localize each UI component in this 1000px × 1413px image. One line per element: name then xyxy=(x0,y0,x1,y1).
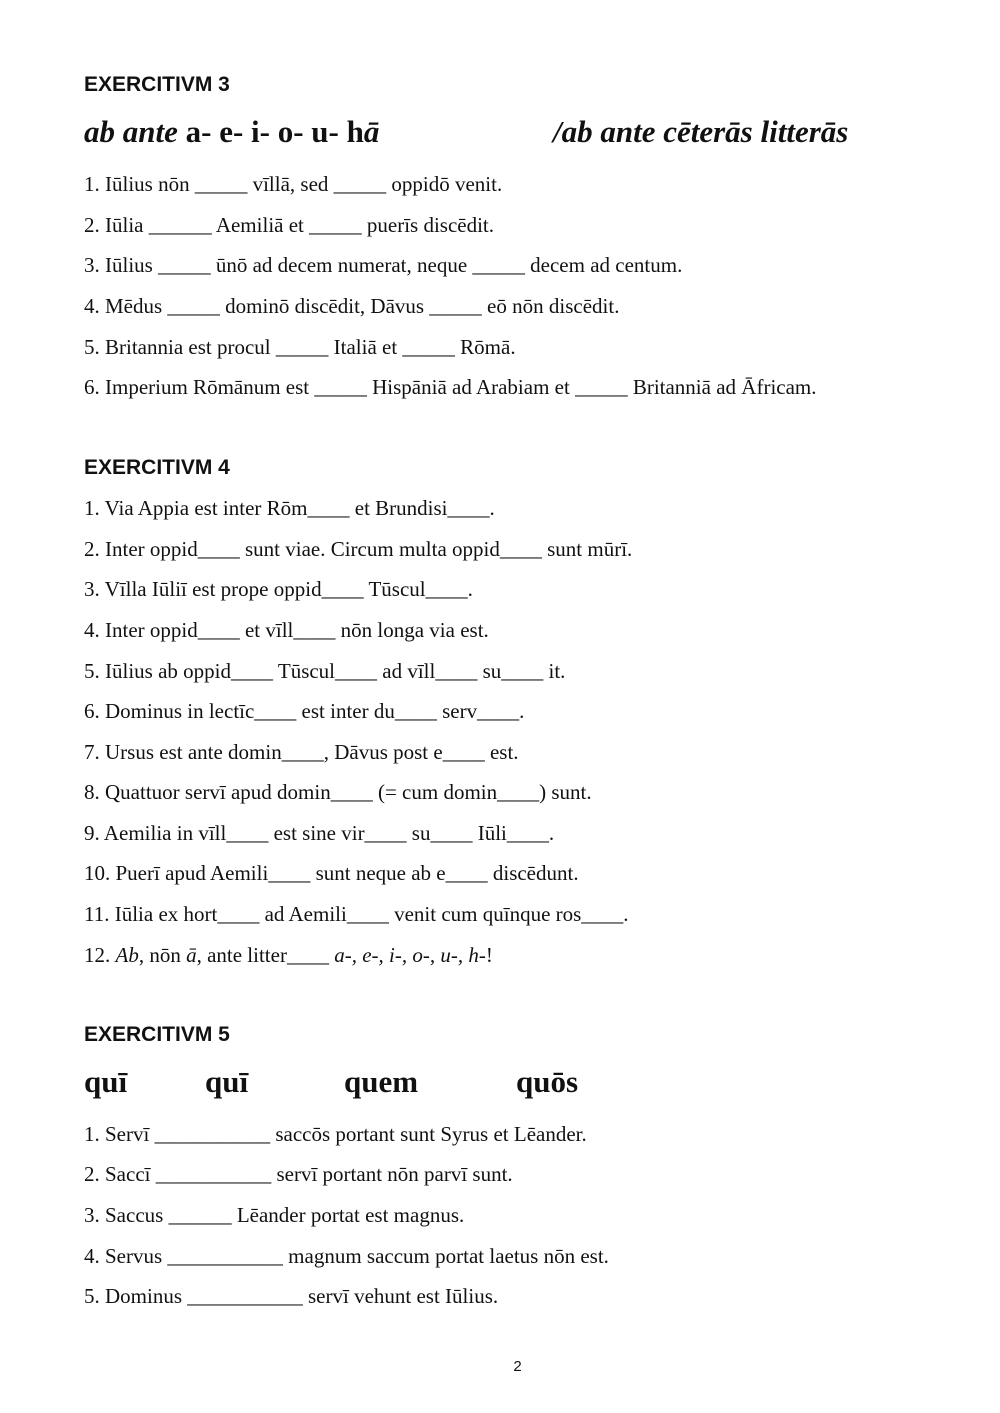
exercise-4-item-6: 6. Dominus in lectīc____ est inter du____ serv____. xyxy=(84,699,525,723)
exercise-4-item-3: 3. Vīlla Iūliī est prope oppid____ Tūscul____. xyxy=(84,577,473,601)
item-12-text-1: , nōn xyxy=(138,943,187,967)
exercise-4-item-4: 4. Inter oppid____ et vīll____ nōn longa via est. xyxy=(84,618,489,642)
item-12-text-2: , ante litter____ xyxy=(196,943,335,967)
exercise-3-item-4: 4. Mēdus _____ dominō discēdit, Dāvus _____ eō nōn discēdit. xyxy=(84,294,620,318)
exercise-5-item-5: 5. Dominus ___________ servī vehunt est Iūlius. xyxy=(84,1284,499,1308)
exercise-4-item-1: 1. Via Appia est inter Rōm____ et Brundisi____. xyxy=(84,496,495,520)
item-12-ab: Ab xyxy=(115,943,139,967)
word-bank-2: quī xyxy=(205,1064,249,1099)
word-bank-4: quōs xyxy=(516,1064,579,1099)
exercise-5-item-4: 4. Servus ___________ magnum saccum portat laetus nōn est. xyxy=(84,1244,609,1268)
item-12-a: ā xyxy=(186,943,197,967)
exercise-5-item-3: 3. Saccus ______ Lēander portat est magnus. xyxy=(84,1203,465,1227)
word-bank-1: quī xyxy=(84,1064,128,1099)
exercise-3-item-6: 6. Imperium Rōmānum est _____ Hispāniā ad Arabiam et _____ Britanniā ad Āfricam. xyxy=(84,375,817,399)
exercise-3-title: EXERCITIVM 3 xyxy=(84,73,230,96)
item-12-number: 12. xyxy=(84,943,111,967)
exercise-4-item-7: 7. Ursus est ante domin____, Dāvus post e____ est. xyxy=(84,740,519,764)
exercise-3-item-5: 5. Britannia est procul _____ Italiā et _____ Rōmā. xyxy=(84,335,516,359)
exercise-4-title: EXERCITIVM 4 xyxy=(84,456,230,479)
exercise-4-item-2: 2. Inter oppid____ sunt viae. Circum multa oppid____ sunt mūrī. xyxy=(84,537,633,561)
exercise-3-item-3: 3. Iūlius _____ ūnō ad decem numerat, neque _____ decem ad centum. xyxy=(84,253,683,277)
exercise-4-item-8: 8. Quattuor servī apud domin____ (= cum domin____) sunt. xyxy=(84,780,592,804)
exercise-5-item-2: 2. Saccī ___________ servī portant nōn parvī sunt. xyxy=(84,1162,513,1186)
banner-vowels-end: ā xyxy=(363,114,380,149)
exercise-4-item-9: 9. Aemilia in vīll____ est sine vir____ su____ Iūli____. xyxy=(84,821,555,845)
item-12-end: ! xyxy=(485,943,493,967)
exercise-3-banner xyxy=(84,114,379,150)
exercise-3-banner-right xyxy=(553,114,848,150)
exercise-5-title: EXERCITIVM 5 xyxy=(84,1023,230,1046)
banner-vowels: a- e- i- o- u- h xyxy=(177,114,364,149)
banner-ab-ante: ab ante xyxy=(84,114,178,149)
item-12-letters: a-, e-, i-, o-, u-, h- xyxy=(334,943,486,967)
exercise-5-item-1: 1. Servī ___________ saccōs portant sunt Syrus et Lēander. xyxy=(84,1122,587,1146)
page-number: 2 xyxy=(513,1358,522,1375)
banner-other-letters: /ab ante cēterās litterās xyxy=(553,114,849,149)
word-bank-3: quem xyxy=(344,1064,419,1099)
exercise-3-item-2: 2. Iūlia ______ Aemiliā et _____ puerīs discēdit. xyxy=(84,213,495,237)
exercise-4-item-10: 10. Puerī apud Aemili____ sunt neque ab e____ discēdunt. xyxy=(84,861,579,885)
exercise-4-item-5: 5. Iūlius ab oppid____ Tūscul____ ad vīll____ su____ it. xyxy=(84,659,566,683)
exercise-3-item-1: 1. Iūlius nōn _____ vīllā, sed _____ oppidō venit. xyxy=(84,172,503,196)
exercise-4-item-12 xyxy=(84,943,493,967)
exercise-4-item-11: 11. Iūlia ex hort____ ad Aemili____ venit cum quīnque ros____. xyxy=(84,902,629,926)
